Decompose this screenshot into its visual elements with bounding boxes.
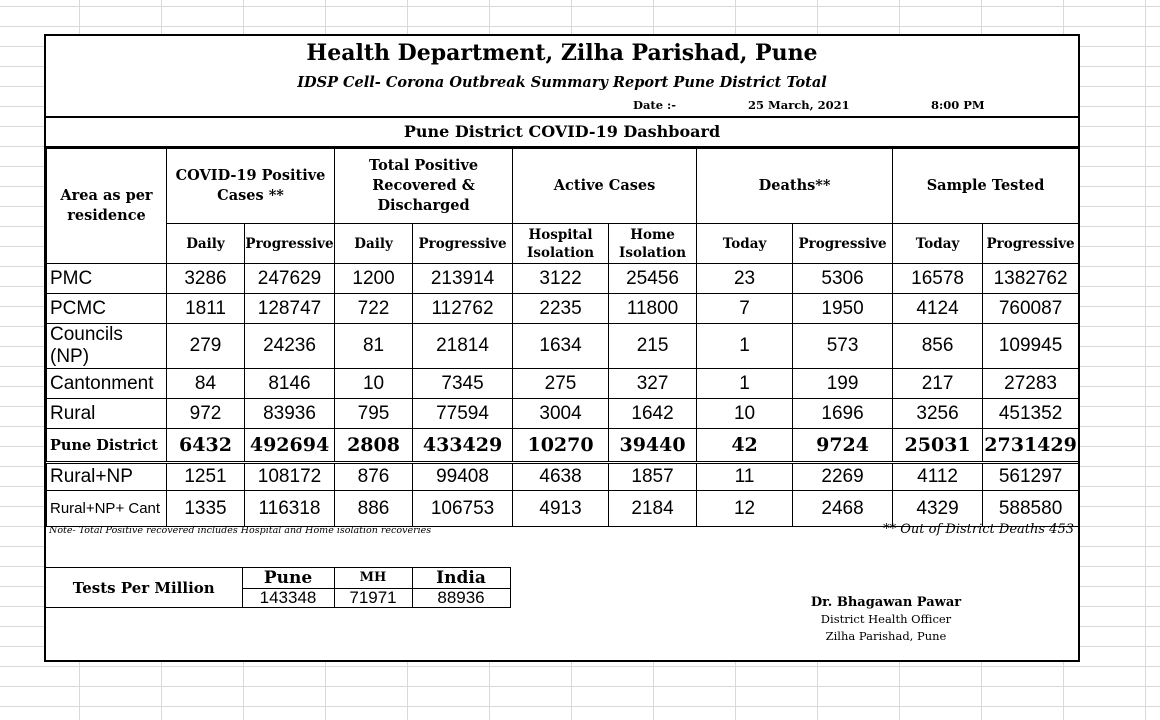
value-cell: 7345 — [413, 369, 513, 399]
subheader-cell: Daily — [335, 224, 413, 264]
area-cell: Cantonment — [47, 369, 167, 399]
subheader-cell: Progressive — [793, 224, 893, 264]
value-cell: 8146 — [245, 369, 335, 399]
value-cell: 108172 — [245, 463, 335, 491]
table-row — [47, 324, 1079, 369]
value-cell: 23 — [697, 264, 793, 294]
table-row — [47, 369, 1079, 399]
value-cell: 327 — [609, 369, 697, 399]
value-cell: 1 — [697, 369, 793, 399]
value-cell: 27283 — [983, 369, 1079, 399]
value-cell: 10 — [335, 369, 413, 399]
value-cell: 215 — [609, 324, 697, 369]
value-cell: 2731429 — [983, 429, 1079, 463]
subheader-cell: Progressive — [413, 224, 513, 264]
value-cell: 4124 — [893, 294, 983, 324]
value-cell: 451352 — [983, 399, 1079, 429]
tpm-mh-header: MH — [334, 568, 412, 589]
value-cell: 83936 — [245, 399, 335, 429]
subheader-cell: Today — [697, 224, 793, 264]
value-cell: 1811 — [167, 294, 245, 324]
value-cell: 876 — [335, 463, 413, 491]
value-cell: 1634 — [513, 324, 609, 369]
report-date: 25 March, 2021 — [748, 98, 850, 112]
value-cell: 3122 — [513, 264, 609, 294]
value-cell: 112762 — [413, 294, 513, 324]
col-header-area: Area as per residence — [47, 149, 167, 264]
value-cell: 2235 — [513, 294, 609, 324]
value-cell: 279 — [167, 324, 245, 369]
area-cell: PMC — [47, 264, 167, 294]
covid-summary-table — [46, 148, 1079, 527]
table-row — [47, 399, 1079, 429]
area-cell: Rural+NP — [47, 463, 167, 491]
value-cell: 10 — [697, 399, 793, 429]
value-cell: 275 — [513, 369, 609, 399]
value-cell: 77594 — [413, 399, 513, 429]
signatory-office: Zilha Parishad, Pune — [825, 629, 947, 643]
value-cell: 561297 — [983, 463, 1079, 491]
value-cell: 5306 — [793, 264, 893, 294]
tpm-pune-value: 143348 — [242, 589, 334, 608]
report-time: 8:00 PM — [931, 98, 985, 112]
value-cell: 972 — [167, 399, 245, 429]
signature-block — [798, 594, 974, 645]
col-header-deaths: Deaths** — [697, 149, 893, 224]
value-cell: 217 — [893, 369, 983, 399]
value-cell: 6432 — [167, 429, 245, 463]
area-cell: Pune District — [47, 429, 167, 463]
signatory-role: District Health Officer — [820, 612, 952, 626]
subheader-cell: Home Isolation — [609, 224, 697, 264]
subheader-cell: Progressive — [983, 224, 1079, 264]
value-cell: 42 — [697, 429, 793, 463]
value-cell: 7 — [697, 294, 793, 324]
value-cell: 1 — [697, 324, 793, 369]
value-cell: 10270 — [513, 429, 609, 463]
tests-per-million-label: Tests Per Million — [46, 568, 242, 608]
value-cell: 128747 — [245, 294, 335, 324]
col-header-recovered: Total Positive Recovered & Discharged — [335, 149, 513, 224]
value-cell: 3286 — [167, 264, 245, 294]
value-cell: 106753 — [413, 491, 513, 527]
value-cell: 1382762 — [983, 264, 1079, 294]
value-cell: 12 — [697, 491, 793, 527]
col-header-samples: Sample Tested — [893, 149, 1079, 224]
value-cell: 492694 — [245, 429, 335, 463]
value-cell: 25031 — [893, 429, 983, 463]
value-cell: 16578 — [893, 264, 983, 294]
value-cell: 1950 — [793, 294, 893, 324]
value-cell: 886 — [335, 491, 413, 527]
value-cell: 760087 — [983, 294, 1079, 324]
date-label: Date :- — [633, 98, 677, 112]
recovery-note: Note- Total Positive recovered includes Hospital and Home isolation recoveries — [49, 525, 432, 536]
report-title: Health Department, Zilha Parishad, Pune — [306, 40, 818, 66]
value-cell: 25456 — [609, 264, 697, 294]
value-cell: 2184 — [609, 491, 697, 527]
value-cell: 2269 — [793, 463, 893, 491]
table-row — [47, 264, 1079, 294]
value-cell: 39440 — [609, 429, 697, 463]
subheader-cell: Hospital Isolation — [513, 224, 609, 264]
value-cell: 588580 — [983, 491, 1079, 527]
value-cell: 24236 — [245, 324, 335, 369]
value-cell: 213914 — [413, 264, 513, 294]
tests-per-million-table — [46, 567, 511, 608]
value-cell: 795 — [335, 399, 413, 429]
value-cell: 116318 — [245, 491, 335, 527]
value-cell: 247629 — [245, 264, 335, 294]
value-cell: 1642 — [609, 399, 697, 429]
table-row — [47, 463, 1079, 491]
value-cell: 1335 — [167, 491, 245, 527]
report-sheet — [44, 34, 1080, 662]
table-row — [47, 294, 1079, 324]
value-cell: 81 — [335, 324, 413, 369]
value-cell: 109945 — [983, 324, 1079, 369]
value-cell: 21814 — [413, 324, 513, 369]
tpm-india-header: India — [412, 568, 510, 589]
value-cell: 84 — [167, 369, 245, 399]
value-cell: 11800 — [609, 294, 697, 324]
value-cell: 722 — [335, 294, 413, 324]
value-cell: 11 — [697, 463, 793, 491]
value-cell: 3256 — [893, 399, 983, 429]
tpm-mh-value: 71971 — [334, 589, 412, 608]
value-cell: 1251 — [167, 463, 245, 491]
tpm-pune-header: Pune — [242, 568, 334, 589]
value-cell: 199 — [793, 369, 893, 399]
value-cell: 4329 — [893, 491, 983, 527]
tpm-india-value: 88936 — [412, 589, 510, 608]
value-cell: 433429 — [413, 429, 513, 463]
value-cell: 99408 — [413, 463, 513, 491]
value-cell: 1696 — [793, 399, 893, 429]
subheader-cell: Daily — [167, 224, 245, 264]
dashboard-title: Pune District COVID-19 Dashboard — [46, 116, 1078, 148]
value-cell: 9724 — [793, 429, 893, 463]
subheader-cell: Today — [893, 224, 983, 264]
value-cell: 1200 — [335, 264, 413, 294]
area-cell: Councils (NP) — [47, 324, 167, 369]
value-cell: 856 — [893, 324, 983, 369]
area-cell: PCMC — [47, 294, 167, 324]
value-cell: 573 — [793, 324, 893, 369]
report-subtitle: IDSP Cell- Corona Outbreak Summary Report Pune District Total — [297, 74, 827, 91]
value-cell: 3004 — [513, 399, 609, 429]
signatory-name: Dr. Bhagawan Pawar — [810, 595, 962, 610]
value-cell: 2468 — [793, 491, 893, 527]
value-cell: 4638 — [513, 463, 609, 491]
col-header-positive: COVID-19 Positive Cases ** — [167, 149, 335, 224]
area-cell: Rural — [47, 399, 167, 429]
total-row — [47, 429, 1079, 463]
value-cell: 4913 — [513, 491, 609, 527]
col-header-active: Active Cases — [513, 149, 697, 224]
value-cell: 1857 — [609, 463, 697, 491]
area-cell: Rural+NP+ Cant — [47, 491, 167, 527]
out-of-district-note: ** Out of District Deaths 453 — [883, 522, 1074, 537]
subheader-cell: Progressive — [245, 224, 335, 264]
value-cell: 4112 — [893, 463, 983, 491]
value-cell: 2808 — [335, 429, 413, 463]
